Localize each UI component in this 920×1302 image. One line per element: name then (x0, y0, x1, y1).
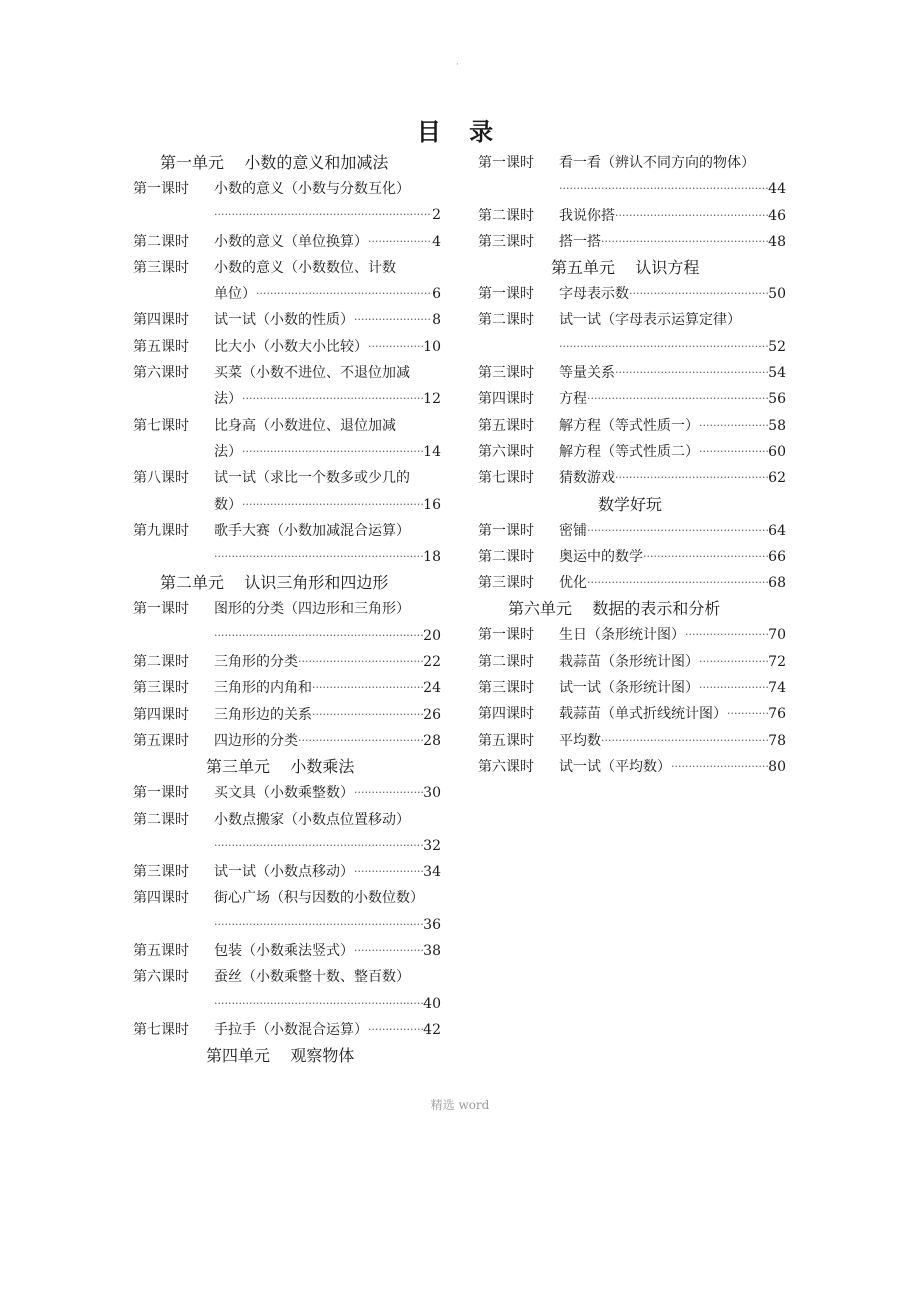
lesson-label: 第三课时 (478, 365, 534, 382)
dot-leader (643, 544, 768, 570)
page-number: 54 (768, 365, 786, 382)
lesson-title: 试一试（条形统计图） (559, 680, 699, 697)
unit-heading: 第一单元 小数的意义和加减法 (160, 153, 389, 172)
page-number: 22 (423, 654, 441, 671)
toc-entry[interactable] (478, 701, 786, 727)
unit-heading: 数学好玩 (598, 494, 663, 514)
lesson-label: 第四课时 (478, 391, 534, 408)
toc-entry[interactable] (478, 544, 786, 570)
toc-entry[interactable] (478, 754, 786, 780)
unit-heading: 第二单元 认识三角形和四边形 (160, 573, 389, 593)
page-number: 12 (423, 391, 441, 408)
lesson-title: 平均数 (559, 732, 601, 749)
lesson-label: 第四课时 (133, 890, 189, 907)
page-number: 28 (423, 732, 441, 749)
lesson-title: 方程 (559, 391, 587, 408)
lesson-title: 试一试（平均数） (559, 758, 671, 775)
page-number: 32 (423, 837, 441, 854)
lesson-label: 第五课时 (478, 417, 534, 434)
page-number: 30 (423, 785, 441, 802)
page-number: 50 (768, 286, 786, 303)
dot-leader (559, 176, 768, 202)
lesson-title: 载蒜苗（单式折线统计图） (559, 706, 727, 723)
dot-leader (587, 570, 768, 596)
lesson-title: 优化 (559, 575, 587, 592)
dot-leader (354, 307, 432, 333)
dot-leader (298, 728, 423, 754)
dot-leader (601, 728, 768, 754)
toc-column-left (133, 150, 441, 1069)
toc-entry[interactable] (133, 649, 441, 675)
page-number: 38 (423, 943, 441, 960)
lesson-title: 比身高（小数进位、退位加减 (214, 417, 396, 434)
toc-entry[interactable] (133, 596, 441, 649)
toc-entry[interactable] (133, 176, 441, 229)
dot-leader (615, 203, 768, 229)
lesson-label: 第二课时 (478, 548, 534, 565)
lesson-label: 第二课时 (133, 654, 189, 671)
page-number: 10 (423, 338, 441, 355)
dot-leader (214, 912, 423, 938)
lesson-label: 第二课时 (478, 207, 534, 224)
lesson-label: 第三课时 (133, 259, 189, 276)
page-number: 16 (423, 496, 441, 513)
lesson-label-spacer (133, 492, 214, 518)
lesson-title: 试一试（字母表示运算定律） (559, 312, 741, 329)
lesson-label-spacer (133, 386, 214, 412)
lesson-label-spacer (478, 334, 559, 360)
toc-entry[interactable] (478, 203, 786, 229)
page-number: 44 (768, 181, 786, 198)
page-number: 14 (423, 443, 441, 460)
lesson-label: 第一课时 (133, 601, 189, 618)
page-number: 70 (768, 627, 786, 644)
page-number: 34 (423, 864, 441, 881)
lesson-label: 第三课时 (478, 680, 534, 697)
page-number: 76 (768, 706, 786, 723)
lesson-title: 搭一搭 (559, 233, 601, 250)
header-mark: · (456, 60, 459, 70)
page-number: 68 (768, 575, 786, 592)
lesson-label: 第四课时 (133, 706, 189, 723)
dot-leader (685, 622, 768, 648)
lesson-label: 第五课时 (133, 943, 189, 960)
dot-leader (354, 859, 423, 885)
lesson-title: 栽蒜苗（条形统计图） (559, 653, 699, 670)
dot-leader (601, 229, 768, 255)
toc-entry[interactable] (133, 675, 441, 701)
page-number: 52 (768, 338, 786, 355)
lesson-label: 第二课时 (478, 312, 534, 329)
lesson-label: 第六课时 (478, 758, 534, 775)
lesson-label-spacer (133, 623, 214, 649)
dot-leader (629, 281, 768, 307)
lesson-label: 第一课时 (478, 522, 534, 539)
lesson-label-spacer (478, 176, 559, 202)
lesson-label: 第七课时 (133, 1021, 189, 1038)
dot-leader (242, 492, 423, 518)
lesson-label: 第二课时 (133, 811, 189, 828)
unit-heading: 第六单元 数据的表示和分析 (508, 599, 721, 619)
lesson-title: 小数的意义（小数数位、计数 (214, 259, 396, 276)
toc-entry[interactable] (133, 255, 441, 308)
dot-leader (214, 833, 423, 859)
lesson-title: 包装（小数乘法竖式） (214, 943, 354, 960)
lesson-label: 第六课时 (133, 969, 189, 986)
lesson-label: 第七课时 (478, 470, 534, 487)
unit-heading: 第五单元 认识方程 (551, 258, 700, 278)
lesson-title: 歌手大赛（小数加减混合运算） (214, 522, 410, 539)
unit-heading: 第三单元 小数乘法 (206, 757, 355, 777)
lesson-title: 数） (214, 496, 242, 513)
page-number: 26 (423, 706, 441, 723)
lesson-title: 解方程（等式性质二） (559, 443, 699, 460)
page-title: 目 录 (416, 118, 504, 146)
lesson-label: 第三课时 (133, 680, 189, 697)
dot-leader (699, 649, 768, 675)
lesson-title: 比大小（小数大小比较） (214, 338, 368, 355)
lesson-label: 第七课时 (133, 417, 189, 434)
dot-leader (615, 465, 768, 491)
toc-entry[interactable] (478, 229, 786, 255)
lesson-label: 第二课时 (478, 653, 534, 670)
toc-entry[interactable] (133, 807, 441, 860)
lesson-title: 法） (214, 391, 242, 408)
lesson-title: 小数的意义（单位换算） (214, 233, 368, 250)
lesson-label: 第六课时 (133, 365, 189, 382)
dot-leader (699, 439, 768, 465)
page-number: 58 (768, 417, 786, 434)
lesson-label: 第五课时 (478, 732, 534, 749)
dot-leader (727, 701, 768, 727)
toc-entry[interactable] (478, 413, 786, 439)
toc-entry[interactable] (133, 307, 441, 333)
lesson-title: 我说你搭 (559, 207, 615, 224)
toc-entry[interactable] (133, 334, 441, 360)
page-number: 74 (768, 680, 786, 697)
page-number: 62 (768, 470, 786, 487)
dot-leader (312, 675, 423, 701)
toc-entry[interactable] (133, 964, 441, 1017)
page-number: 42 (423, 1021, 441, 1038)
lesson-label: 第一课时 (133, 181, 189, 197)
toc-column-right (478, 150, 786, 780)
lesson-title: 买文具（小数乘整数） (214, 785, 354, 802)
toc-entry[interactable] (133, 413, 441, 466)
dot-leader (214, 544, 423, 570)
lesson-title: 看一看（辨认不同方向的物体） (559, 155, 755, 171)
dot-leader (587, 518, 768, 544)
toc-entry[interactable] (478, 281, 786, 307)
toc-entry[interactable] (478, 675, 786, 701)
page-number: 2 (432, 207, 441, 224)
lesson-title: 三角形的分类 (214, 654, 298, 671)
page-number: 48 (768, 233, 786, 250)
lesson-title: 街心广场（积与因数的小数位数） (214, 890, 424, 907)
page-number: 46 (768, 207, 786, 224)
page-number: 78 (768, 732, 786, 749)
toc-entry[interactable] (478, 728, 786, 754)
dot-leader (256, 281, 432, 307)
dot-leader (214, 991, 423, 1017)
lesson-label: 第九课时 (133, 522, 189, 539)
toc-entry[interactable] (478, 465, 786, 491)
footer-watermark: 精选 word (430, 1098, 490, 1112)
lesson-label-spacer (133, 912, 214, 938)
dot-leader (587, 386, 768, 412)
page-number: 24 (423, 680, 441, 697)
lesson-title: 猜数游戏 (559, 470, 615, 487)
lesson-label-spacer (133, 202, 214, 228)
page-number: 64 (768, 522, 786, 539)
lesson-label: 第六课时 (478, 443, 534, 460)
lesson-label: 第四课时 (478, 706, 534, 723)
lesson-label: 第一课时 (133, 785, 189, 802)
toc-entry[interactable] (478, 360, 786, 386)
lesson-title: 奥运中的数学 (559, 548, 643, 565)
page-number: 66 (768, 548, 786, 565)
lesson-title: 四边形的分类 (214, 732, 298, 749)
lesson-title: 试一试（小数的性质） (214, 312, 354, 329)
lesson-label-spacer (133, 439, 214, 465)
toc-entry[interactable] (478, 649, 786, 675)
lesson-title: 买菜（小数不进位、不退位加减 (214, 365, 410, 382)
page-number: 18 (423, 549, 441, 566)
dot-leader (699, 675, 768, 701)
dot-leader (368, 334, 423, 360)
lesson-label-spacer (133, 544, 214, 570)
lesson-title: 单位） (214, 286, 256, 303)
lesson-title: 小数的意义（小数与分数互化） (214, 181, 410, 197)
lesson-label: 第一课时 (478, 155, 534, 171)
lesson-label-spacer (133, 281, 214, 307)
lesson-title: 密铺 (559, 522, 587, 539)
lesson-title: 蚕丝（小数乘整十数、整百数） (214, 969, 410, 986)
page-number: 4 (432, 233, 441, 250)
lesson-label: 第四课时 (133, 312, 189, 329)
toc-entry[interactable] (133, 1017, 441, 1043)
lesson-label: 第一课时 (478, 286, 534, 303)
page-number: 80 (768, 758, 786, 775)
toc-entry[interactable] (133, 229, 441, 255)
toc-entry[interactable] (133, 859, 441, 885)
lesson-label: 第五课时 (133, 338, 189, 355)
dot-leader (559, 334, 768, 360)
toc-entry[interactable] (133, 465, 441, 518)
lesson-title: 三角形边的关系 (214, 706, 312, 723)
dot-leader (214, 623, 423, 649)
lesson-title: 解方程（等式性质一） (559, 417, 699, 434)
page-number: 8 (432, 312, 441, 329)
toc-entry[interactable] (478, 570, 786, 596)
dot-leader (242, 439, 423, 465)
toc-entry[interactable] (478, 150, 786, 203)
dot-leader (298, 649, 423, 675)
lesson-title: 法） (214, 443, 242, 460)
page-number: 6 (432, 286, 441, 303)
toc-entry[interactable] (133, 938, 441, 964)
lesson-title: 小数点搬家（小数点位置移动） (214, 811, 410, 828)
dot-leader (699, 413, 768, 439)
lesson-label: 第五课时 (133, 732, 189, 749)
lesson-title: 三角形的内角和 (214, 680, 312, 697)
lesson-label: 第八课时 (133, 470, 189, 487)
toc-entry[interactable] (478, 386, 786, 412)
lesson-label: 第一课时 (478, 627, 534, 644)
toc-entry[interactable] (478, 307, 786, 360)
dot-leader (242, 386, 423, 412)
lesson-title: 字母表示数 (559, 286, 629, 303)
toc-entry[interactable] (478, 439, 786, 465)
lesson-label: 第三课时 (478, 233, 534, 250)
dot-leader (671, 754, 768, 780)
dot-leader (312, 702, 423, 728)
dot-leader (354, 780, 423, 806)
lesson-title: 等量关系 (559, 365, 615, 382)
dot-leader (214, 202, 432, 228)
toc-entry[interactable] (133, 702, 441, 728)
dot-leader (615, 360, 768, 386)
toc-entry[interactable] (133, 518, 441, 571)
lesson-title: 生日（条形统计图） (559, 627, 685, 644)
page-number: 36 (423, 916, 441, 933)
toc-entry[interactable] (133, 885, 441, 938)
lesson-label: 第二课时 (133, 233, 189, 250)
page-number: 72 (768, 653, 786, 670)
lesson-title: 图形的分类（四边形和三角形） (214, 601, 410, 618)
lesson-label-spacer (133, 991, 214, 1017)
unit-heading: 第四单元 观察物体 (206, 1046, 355, 1066)
lesson-title: 试一试（求比一个数多或少几的 (214, 470, 410, 487)
toc-entry[interactable] (478, 518, 786, 544)
toc-entry[interactable] (478, 622, 786, 648)
toc-entry[interactable] (133, 728, 441, 754)
dot-leader (354, 938, 423, 964)
page-number: 60 (768, 443, 786, 460)
lesson-label-spacer (133, 833, 214, 859)
page-number: 20 (423, 627, 441, 644)
lesson-title: 手拉手（小数混合运算） (214, 1021, 368, 1038)
page-number: 40 (423, 995, 441, 1012)
page-number: 56 (768, 391, 786, 408)
lesson-title: 试一试（小数点移动） (214, 864, 354, 881)
dot-leader (368, 1017, 423, 1043)
toc-entry[interactable] (133, 780, 441, 806)
lesson-label: 第三课时 (478, 575, 534, 592)
dot-leader (368, 229, 432, 255)
toc-entry[interactable] (133, 360, 441, 413)
lesson-label: 第三课时 (133, 864, 189, 881)
